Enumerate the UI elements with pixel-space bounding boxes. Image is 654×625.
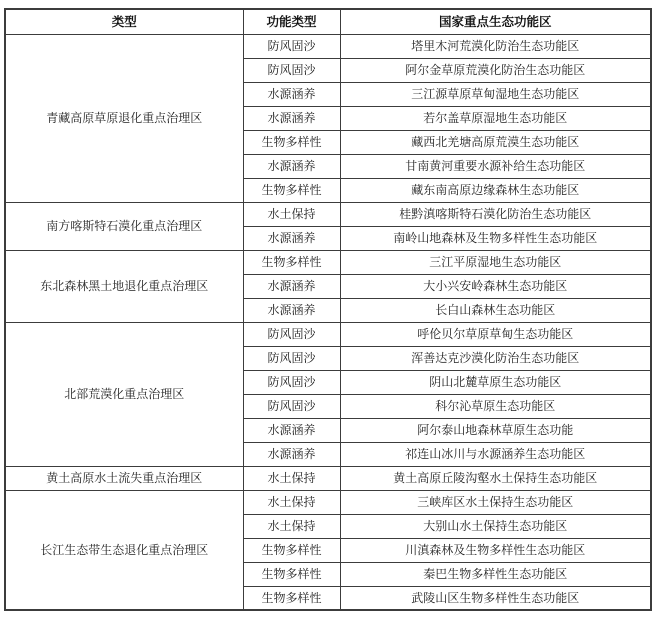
table-body bbox=[5, 34, 651, 610]
table-row bbox=[5, 202, 651, 226]
zone-cell: 甘南黄河重要水源补给生态功能区 bbox=[340, 154, 651, 178]
zone-cell: 塔里木河荒漠化防治生态功能区 bbox=[340, 34, 651, 58]
table-row bbox=[5, 466, 651, 490]
zone-cell: 浑善达克沙漠化防治生态功能区 bbox=[340, 346, 651, 370]
zone-cell: 三峡库区水土保持生态功能区 bbox=[340, 490, 651, 514]
function-type-cell: 水源涵养 bbox=[243, 82, 340, 106]
table-row bbox=[5, 322, 651, 346]
function-type-cell: 防风固沙 bbox=[243, 370, 340, 394]
type-cell: 长江生态带生态退化重点治理区 bbox=[5, 490, 243, 610]
function-type-cell: 生物多样性 bbox=[243, 538, 340, 562]
ecological-zones-table bbox=[4, 8, 652, 611]
zone-cell: 桂黔滇喀斯特石漠化防治生态功能区 bbox=[340, 202, 651, 226]
function-type-cell: 生物多样性 bbox=[243, 130, 340, 154]
zone-cell: 祁连山冰川与水源涵养生态功能区 bbox=[340, 442, 651, 466]
function-type-cell: 水源涵养 bbox=[243, 442, 340, 466]
function-type-cell: 水土保持 bbox=[243, 466, 340, 490]
type-cell: 黄土高原水土流失重点治理区 bbox=[5, 466, 243, 490]
zone-cell: 科尔沁草原生态功能区 bbox=[340, 394, 651, 418]
zone-cell: 阿尔泰山地森林草原生态功能 bbox=[340, 418, 651, 442]
function-type-cell: 防风固沙 bbox=[243, 322, 340, 346]
zone-cell: 大小兴安岭森林生态功能区 bbox=[340, 274, 651, 298]
function-type-cell: 水源涵养 bbox=[243, 274, 340, 298]
table-header bbox=[5, 9, 651, 34]
table-row bbox=[5, 34, 651, 58]
function-type-cell: 水源涵养 bbox=[243, 226, 340, 250]
type-cell: 北部荒漠化重点治理区 bbox=[5, 322, 243, 466]
header-cell-type: 类型 bbox=[5, 9, 243, 34]
header-cell-function-type: 功能类型 bbox=[243, 9, 340, 34]
zone-cell: 秦巴生物多样性生态功能区 bbox=[340, 562, 651, 586]
function-type-cell: 生物多样性 bbox=[243, 562, 340, 586]
function-type-cell: 水土保持 bbox=[243, 202, 340, 226]
zone-cell: 阴山北麓草原生态功能区 bbox=[340, 370, 651, 394]
function-type-cell: 水源涵养 bbox=[243, 418, 340, 442]
zone-cell: 武陵山区生物多样性生态功能区 bbox=[340, 586, 651, 610]
function-type-cell: 防风固沙 bbox=[243, 58, 340, 82]
type-cell: 东北森林黑土地退化重点治理区 bbox=[5, 250, 243, 322]
zone-cell: 黄土高原丘陵沟壑水土保持生态功能区 bbox=[340, 466, 651, 490]
zone-cell: 长白山森林生态功能区 bbox=[340, 298, 651, 322]
header-cell-zone: 国家重点生态功能区 bbox=[340, 9, 651, 34]
function-type-cell: 水源涵养 bbox=[243, 154, 340, 178]
function-type-cell: 水源涵养 bbox=[243, 106, 340, 130]
zone-cell: 南岭山地森林及生物多样性生态功能区 bbox=[340, 226, 651, 250]
zone-cell: 藏东南高原边缘森林生态功能区 bbox=[340, 178, 651, 202]
table-row bbox=[5, 250, 651, 274]
function-type-cell: 水土保持 bbox=[243, 490, 340, 514]
zone-cell: 大别山水土保持生态功能区 bbox=[340, 514, 651, 538]
zone-cell: 阿尔金草原荒漠化防治生态功能区 bbox=[340, 58, 651, 82]
function-type-cell: 生物多样性 bbox=[243, 586, 340, 610]
zone-cell: 呼伦贝尔草原草甸生态功能区 bbox=[340, 322, 651, 346]
function-type-cell: 防风固沙 bbox=[243, 34, 340, 58]
function-type-cell: 生物多样性 bbox=[243, 178, 340, 202]
function-type-cell: 防风固沙 bbox=[243, 346, 340, 370]
zone-cell: 川滇森林及生物多样性生态功能区 bbox=[340, 538, 651, 562]
type-cell: 青藏高原草原退化重点治理区 bbox=[5, 34, 243, 202]
function-type-cell: 水源涵养 bbox=[243, 298, 340, 322]
table-row bbox=[5, 490, 651, 514]
function-type-cell: 防风固沙 bbox=[243, 394, 340, 418]
zone-cell: 藏西北羌塘高原荒漠生态功能区 bbox=[340, 130, 651, 154]
zone-cell: 三江平原湿地生态功能区 bbox=[340, 250, 651, 274]
type-cell: 南方喀斯特石漠化重点治理区 bbox=[5, 202, 243, 250]
function-type-cell: 生物多样性 bbox=[243, 250, 340, 274]
zone-cell: 若尔盖草原湿地生态功能区 bbox=[340, 106, 651, 130]
header-row bbox=[5, 9, 651, 34]
function-type-cell: 水土保持 bbox=[243, 514, 340, 538]
zone-cell: 三江源草原草甸湿地生态功能区 bbox=[340, 82, 651, 106]
